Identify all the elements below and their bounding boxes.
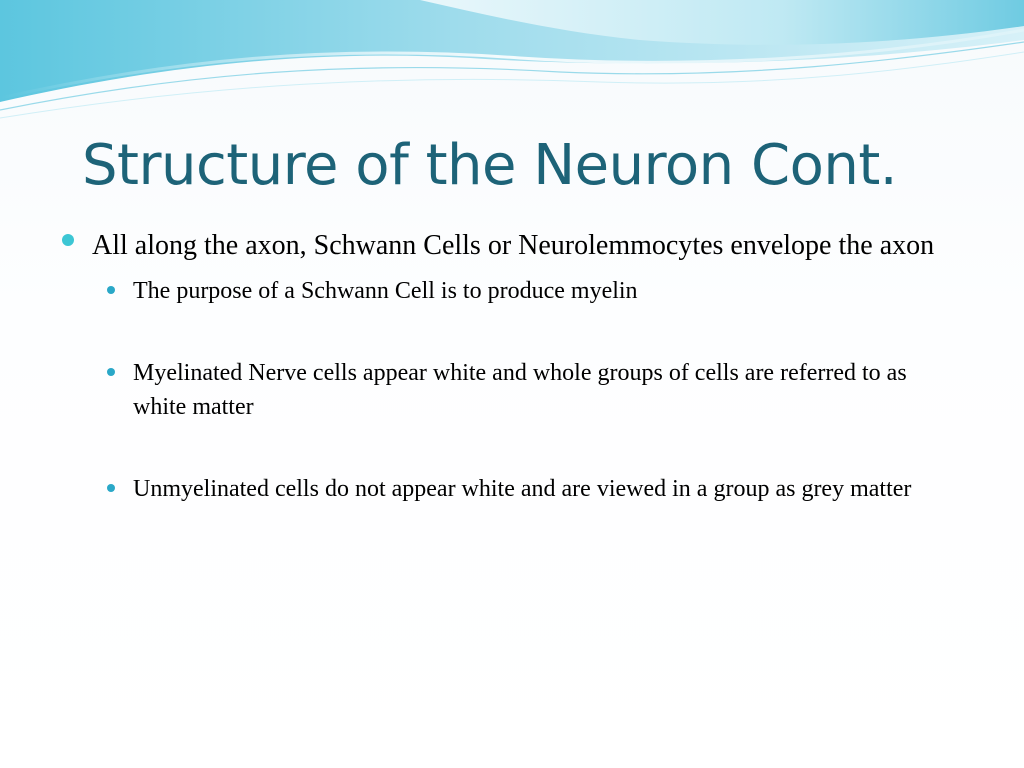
bullet-text: All along the axon, Schwann Cells or Neurolemmocytes envelope the axon [92, 230, 935, 261]
round-bullet-icon [107, 286, 115, 294]
round-bullet-icon [62, 234, 74, 246]
sub-bullet-text: Unmyelinated cells do not appear white and are viewed in a group as grey matter [133, 476, 912, 502]
slide-title: Structure of the Neuron Cont. [82, 133, 898, 198]
bullet-item [62, 226, 952, 266]
sub-bullet-text: Myelinated Nerve cells appear white and whole groups of cells are referred to as white matter [133, 360, 907, 420]
sub-bullet-text: The purpose of a Schwann Cell is to produce myelin [133, 278, 638, 304]
round-bullet-icon [107, 368, 115, 376]
sub-bullet-list [105, 274, 952, 506]
sub-bullet-item [105, 274, 952, 308]
wave-header-graphic [0, 0, 1024, 130]
bullet-list [62, 226, 952, 506]
sub-bullet-item [105, 356, 952, 424]
sub-bullet-item [105, 472, 952, 506]
round-bullet-icon [107, 484, 115, 492]
